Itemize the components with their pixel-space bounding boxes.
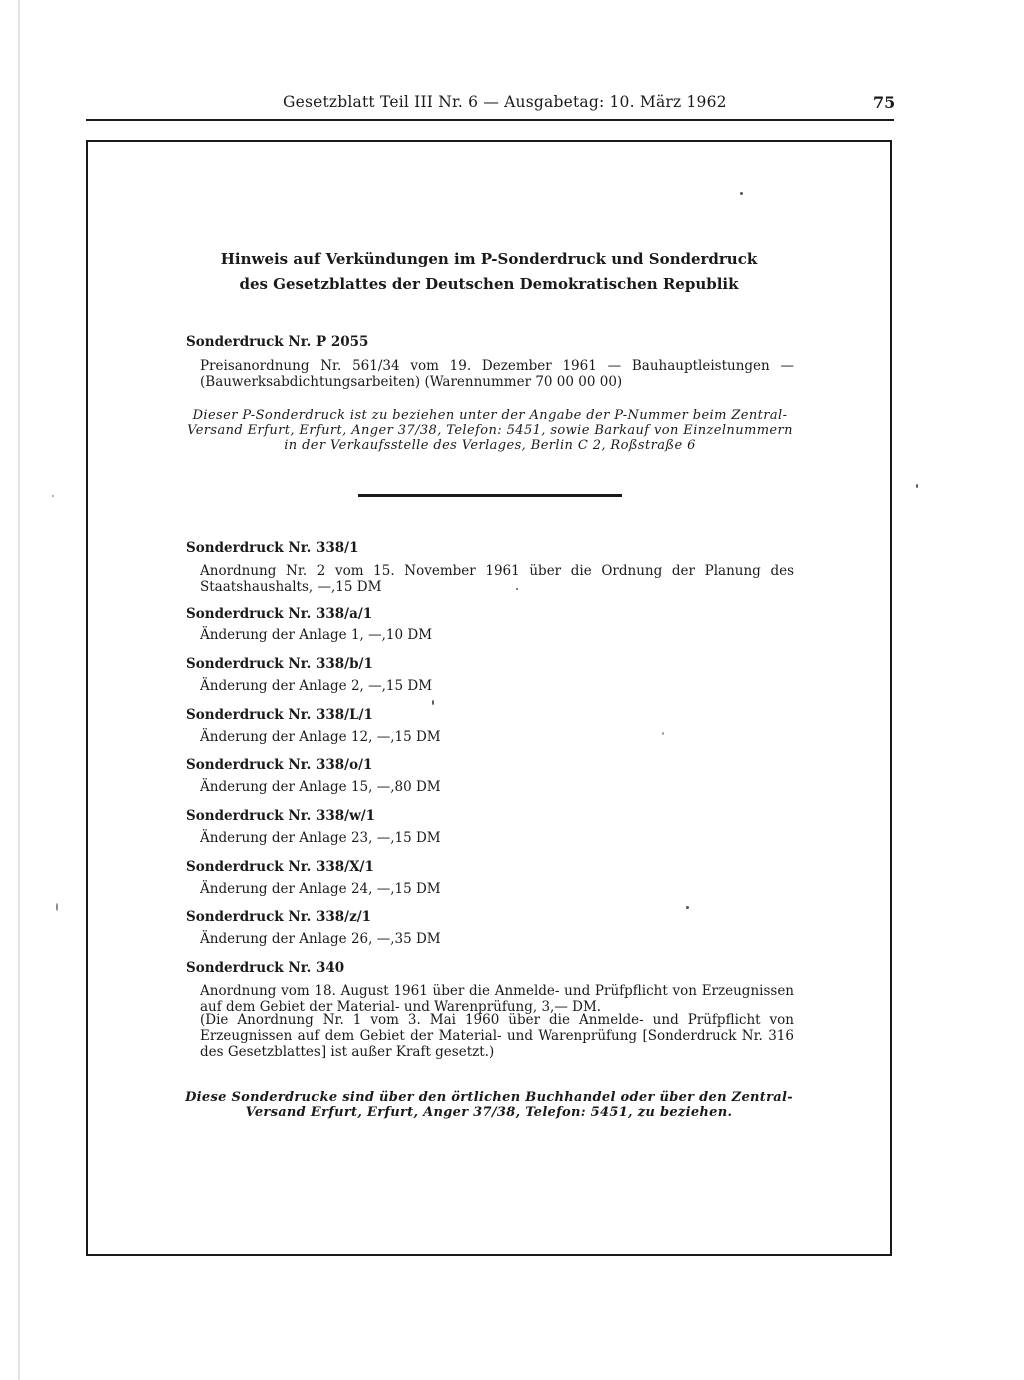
entry-340-note: (Die Anordnung Nr. 1 vom 3. Mai 1960 über die Anmelde- und Prüfpflicht von Erzeugnissen auf dem Gebiet der Material- und Warenprüfung [Sonderdruck Nr. 316 des Gesetzblattes] ist außer Kraft gesetzt.): [200, 1012, 794, 1060]
running-header: Gesetzblatt Teil III Nr. 6 — Ausgabetag: 10. März 1962: [283, 93, 727, 111]
entry-338-z-1-body: Änderung der Anlage 26, —,35 DM: [200, 931, 441, 947]
page-number: 75: [873, 93, 896, 112]
entry-338-a-1-heading: Sonderdruck Nr. 338/a/1: [186, 606, 373, 622]
section-divider: [358, 494, 622, 497]
p-section-body: Preisanordnung Nr. 561/34 vom 19. Dezember 1961 — Bauhauptleistungen — (Bauwerksabdichtungsarbeiten) (Warennummer 70 00 00 00): [200, 358, 794, 390]
notice-title-line-2: des Gesetzblattes der Deutschen Demokratischen Republik: [239, 275, 739, 293]
scan-speck: [56, 903, 58, 911]
entry-338-a-1-body: Änderung der Anlage 1, —,10 DM: [200, 627, 433, 643]
scan-speck: [740, 192, 743, 195]
scan-speck: [516, 588, 518, 590]
scan-speck: [686, 906, 689, 909]
entry-340-body: Anordnung vom 18. August 1961 über die Anmelde- und Prüfpflicht von Erzeugnissen auf dem Gebiet der Material- und Warenprüfung, 3,— DM.: [200, 983, 794, 1015]
p-section-note: Dieser P-Sonderdruck ist zu beziehen unter der Angabe der P-Nummer beim Zentral-Versand Erfurt, Erfurt, Anger 37/38, Telefon: 5451, sowie Barkauf von Einzelnummern in der Verkaufsstelle des Verlages, Berlin C 2, Roßstraße 6: [187, 408, 793, 453]
entry-338-b-1-body: Änderung der Anlage 2, —,15 DM: [200, 678, 433, 694]
p-section-heading: Sonderdruck Nr. P 2055: [186, 334, 369, 350]
entry-340-heading: Sonderdruck Nr. 340: [186, 960, 345, 976]
content-frame: [86, 140, 892, 1256]
entry-338-l-1-heading: Sonderdruck Nr. 338/L/1: [186, 707, 373, 723]
notice-title-line-1: Hinweis auf Verkündungen im P-Sonderdruck und Sonderdruck: [220, 250, 758, 268]
scan-speck: [916, 484, 918, 488]
entry-338-w-1-heading: Sonderdruck Nr. 338/w/1: [186, 808, 376, 824]
entry-338-1-body: Anordnung Nr. 2 vom 15. November 1961 über die Ordnung der Planung des Staatshaushalts, —,15 DM: [200, 563, 794, 595]
entry-338-x-1-body: Änderung der Anlage 24, —,15 DM: [200, 881, 441, 897]
footer-note: Diese Sonderdrucke sind über den örtlichen Buchhandel oder über den Zentral-Versand Erfurt, Erfurt, Anger 37/38, Telefon: 5451, zu beziehen.: [185, 1090, 793, 1120]
entry-338-l-1-body: Änderung der Anlage 12, —,15 DM: [200, 729, 441, 745]
scan-gutter: [18, 0, 20, 1380]
scan-speck: [432, 700, 434, 705]
scan-speck: [52, 495, 54, 497]
entry-338-o-1-body: Änderung der Anlage 15, —,80 DM: [200, 779, 441, 795]
entry-338-z-1-heading: Sonderdruck Nr. 338/z/1: [186, 909, 372, 925]
header-rule: [86, 119, 894, 121]
entry-338-x-1-heading: Sonderdruck Nr. 338/X/1: [186, 859, 374, 875]
entry-338-w-1-body: Änderung der Anlage 23, —,15 DM: [200, 830, 441, 846]
entry-338-b-1-heading: Sonderdruck Nr. 338/b/1: [186, 656, 373, 672]
entry-338-o-1-heading: Sonderdruck Nr. 338/o/1: [186, 757, 373, 773]
entry-338-1-heading: Sonderdruck Nr. 338/1: [186, 540, 359, 556]
scan-speck: [662, 732, 664, 735]
